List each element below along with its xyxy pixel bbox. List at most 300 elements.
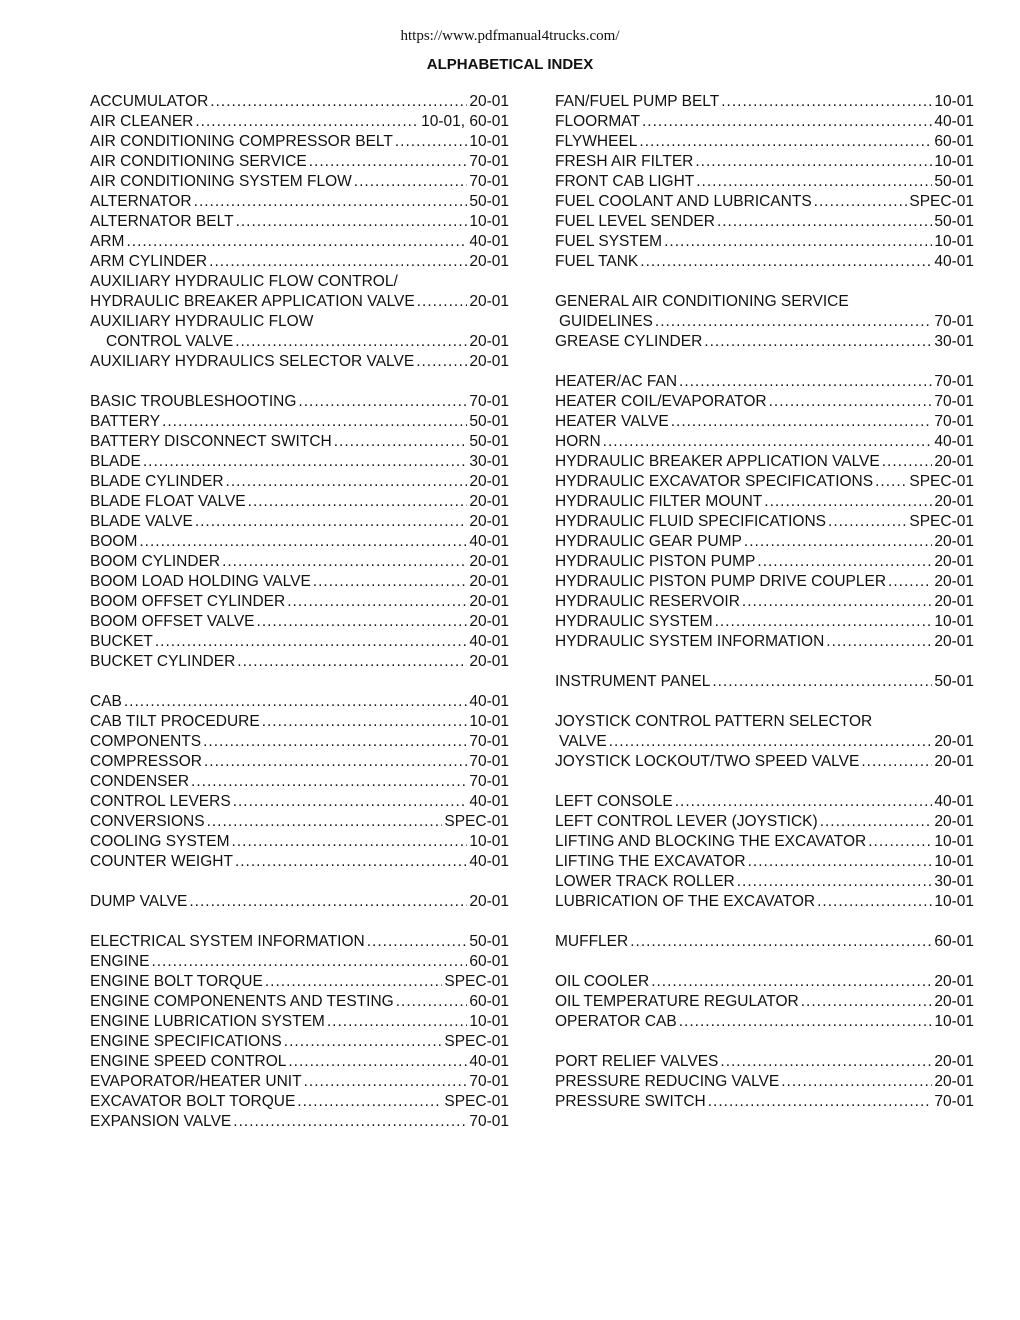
index-entry-page: 20-01 xyxy=(469,253,509,270)
index-entry-label: COMPRESSOR xyxy=(90,753,202,770)
index-entry[interactable] xyxy=(555,172,974,192)
index-entry-label: CONVERSIONS xyxy=(90,813,205,830)
index-entry-label: COOLING SYSTEM xyxy=(90,833,230,850)
section-gap xyxy=(555,352,974,372)
dot-leader xyxy=(304,1072,468,1092)
dot-leader xyxy=(416,352,467,372)
index-entry-label: BLADE FLOAT VALVE xyxy=(90,493,246,510)
index-entry-label: AIR CLEANER xyxy=(90,113,194,130)
index-entry[interactable] xyxy=(90,772,509,792)
index-entry[interactable] xyxy=(90,712,509,732)
index-entry-page: 10-01 xyxy=(469,713,509,730)
dot-leader xyxy=(327,1012,468,1032)
section-gap xyxy=(555,952,974,972)
index-entry-page: 10-01 xyxy=(934,233,974,250)
index-entry-label: LIFTING AND BLOCKING THE EXCAVATOR xyxy=(555,833,867,850)
index-entry-label: BUCKET xyxy=(90,633,153,650)
index-entry[interactable] xyxy=(90,1012,509,1032)
dot-leader xyxy=(287,592,467,612)
dot-leader xyxy=(715,612,933,632)
index-entry[interactable] xyxy=(90,1092,509,1112)
index-entry[interactable] xyxy=(555,1052,974,1072)
index-entry[interactable] xyxy=(90,412,509,432)
section-gap xyxy=(90,672,509,692)
index-entry-page: 40-01 xyxy=(469,1053,509,1070)
index-entry[interactable] xyxy=(555,672,974,692)
index-entry-label: LOWER TRACK ROLLER xyxy=(555,873,735,890)
index-entry[interactable] xyxy=(90,632,509,652)
index-entry[interactable] xyxy=(90,1112,509,1132)
dot-leader xyxy=(236,212,468,232)
index-entry-page: 20-01 xyxy=(934,973,974,990)
index-entry[interactable] xyxy=(555,932,974,952)
index-entry-page: SPEC-01 xyxy=(444,813,509,830)
index-entry-page: 60-01 xyxy=(469,953,509,970)
index-entry-page: SPEC-01 xyxy=(909,473,974,490)
dot-leader xyxy=(237,652,467,672)
index-entry-label: HEATER/AC FAN xyxy=(555,373,678,390)
index-entry-label: BATTERY xyxy=(90,413,161,430)
index-entry[interactable] xyxy=(90,832,509,852)
index-entry-page: 60-01 xyxy=(934,933,974,950)
index-entry[interactable] xyxy=(555,752,974,772)
index-entry[interactable] xyxy=(555,492,974,512)
index-entry[interactable] xyxy=(555,1012,974,1032)
dot-leader xyxy=(671,412,933,432)
dot-leader xyxy=(769,392,933,412)
index-entry[interactable] xyxy=(555,152,974,172)
index-entry[interactable] xyxy=(555,732,974,752)
index-entry-page: 10-01 xyxy=(934,893,974,910)
index-entry[interactable] xyxy=(555,192,974,212)
index-entry-page: 20-01 xyxy=(934,1073,974,1090)
index-entry[interactable] xyxy=(90,892,509,912)
index-entry-label: ARM CYLINDER xyxy=(90,253,208,270)
index-entry[interactable] xyxy=(555,132,974,152)
index-entry-label: HYDRAULIC BREAKER APPLICATION VALVE xyxy=(90,293,415,310)
index-entry-page: 10-01 xyxy=(469,133,509,150)
index-entry[interactable] xyxy=(555,412,974,432)
index-entry[interactable] xyxy=(555,592,974,612)
index-entry-label: HYDRAULIC RESERVOIR xyxy=(555,593,740,610)
index-entry-label: ACCUMULATOR xyxy=(90,93,209,110)
index-entry-page: 30-01 xyxy=(934,873,974,890)
index-entry-label: BOOM LOAD HOLDING VALVE xyxy=(90,573,311,590)
dot-leader xyxy=(284,1032,443,1052)
index-entry-page: SPEC-01 xyxy=(909,193,974,210)
index-entry-label: PORT RELIEF VALVES xyxy=(555,1053,719,1070)
index-entry-label: BLADE CYLINDER xyxy=(90,473,224,490)
index-entry-page: 50-01 xyxy=(469,433,509,450)
dot-leader xyxy=(764,492,932,512)
index-entry-page: 70-01 xyxy=(934,413,974,430)
index-entry[interactable] xyxy=(90,152,509,172)
index-entry-page: 20-01 xyxy=(469,493,509,510)
index-entry-label: AUXILIARY HYDRAULIC FLOW xyxy=(90,313,314,330)
index-entry-page: 20-01 xyxy=(469,653,509,670)
index-entry[interactable] xyxy=(555,612,974,632)
index-entry-label: FLYWHEEL xyxy=(555,133,638,150)
index-entry-label: ENGINE SPECIFICATIONS xyxy=(90,1033,282,1050)
index-entry[interactable] xyxy=(555,472,974,492)
index-entry-label: FLOORMAT xyxy=(555,113,640,130)
dot-leader xyxy=(720,1052,932,1072)
index-entry-page: SPEC-01 xyxy=(444,973,509,990)
index-entry-page: 40-01 xyxy=(469,693,509,710)
index-entry[interactable] xyxy=(90,232,509,252)
dot-leader xyxy=(203,732,467,752)
dot-leader xyxy=(655,312,932,332)
index-entry-page: 70-01 xyxy=(469,173,509,190)
dot-leader xyxy=(367,932,468,952)
index-entry[interactable] xyxy=(90,272,509,292)
index-entry-page: 40-01 xyxy=(469,853,509,870)
dot-leader xyxy=(679,1012,933,1032)
index-entry-page: 20-01 xyxy=(934,573,974,590)
index-entry-label: ALTERNATOR BELT xyxy=(90,213,234,230)
index-entry-label: FRESH AIR FILTER xyxy=(555,153,694,170)
index-entry[interactable] xyxy=(90,312,509,332)
index-entry[interactable] xyxy=(555,112,974,132)
index-entry[interactable] xyxy=(555,1072,974,1092)
index-entry[interactable] xyxy=(90,132,509,152)
dot-leader xyxy=(191,772,467,792)
dot-leader xyxy=(639,132,932,152)
dot-leader xyxy=(757,552,932,572)
index-entry-label: CONTROL LEVERS xyxy=(90,793,231,810)
index-entry-page: 70-01 xyxy=(469,1113,509,1130)
index-entry-label: HYDRAULIC PISTON PUMP xyxy=(555,553,756,570)
index-entry[interactable] xyxy=(90,612,509,632)
dot-leader xyxy=(417,292,468,312)
index-entry-page: 20-01 xyxy=(469,613,509,630)
dot-leader xyxy=(235,332,467,352)
index-entry[interactable] xyxy=(555,572,974,592)
index-column-right xyxy=(555,92,974,1112)
index-entry-label: ENGINE LUBRICATION SYSTEM xyxy=(90,1013,325,1030)
index-entry-label: HEATER VALVE xyxy=(555,413,669,430)
dot-leader xyxy=(696,172,932,192)
index-entry-label: OIL TEMPERATURE REGULATOR xyxy=(555,993,799,1010)
index-entry-page: 70-01 xyxy=(934,1093,974,1110)
index-entry-page: 70-01 xyxy=(469,753,509,770)
index-entry-label: EXPANSION VALVE xyxy=(90,1113,232,1130)
dot-leader xyxy=(737,872,933,892)
index-entry[interactable] xyxy=(555,92,974,112)
index-entry-page: 70-01 xyxy=(469,773,509,790)
index-entry-label: FUEL LEVEL SENDER xyxy=(555,213,715,230)
index-entry-page: 70-01 xyxy=(934,393,974,410)
index-entry-label: ENGINE BOLT TORQUE xyxy=(90,973,263,990)
dot-leader xyxy=(257,612,468,632)
index-entry-label: ENGINE xyxy=(90,953,150,970)
index-entry-page: 70-01 xyxy=(934,313,974,330)
index-entry[interactable] xyxy=(90,752,509,772)
index-entry-label: AUXILIARY HYDRAULICS SELECTOR VALVE xyxy=(90,353,415,370)
index-entry-page: 20-01 xyxy=(469,593,509,610)
dot-leader xyxy=(207,812,443,832)
index-entry[interactable] xyxy=(90,992,509,1012)
index-entry[interactable] xyxy=(90,792,509,812)
index-entry[interactable] xyxy=(90,332,509,352)
index-entry[interactable] xyxy=(90,692,509,712)
index-entry[interactable] xyxy=(90,172,509,192)
dot-leader xyxy=(704,332,932,352)
index-entry[interactable] xyxy=(555,232,974,252)
index-entry-label: HYDRAULIC FILTER MOUNT xyxy=(555,493,763,510)
dot-leader xyxy=(189,892,467,912)
dot-leader xyxy=(801,992,933,1012)
dot-leader xyxy=(155,632,467,652)
index-entry[interactable] xyxy=(90,212,509,232)
index-entry-page: 10-01 xyxy=(469,1013,509,1030)
index-entry[interactable] xyxy=(90,492,509,512)
dot-leader xyxy=(288,1052,467,1072)
dot-leader xyxy=(717,212,932,232)
index-entry-page: 40-01 xyxy=(469,633,509,650)
index-entry[interactable] xyxy=(90,452,509,472)
section-gap xyxy=(555,692,974,712)
index-entry[interactable] xyxy=(555,452,974,472)
index-entry[interactable] xyxy=(90,572,509,592)
index-entry-page: 20-01 xyxy=(934,633,974,650)
source-url[interactable]: https://www.pdfmanual4trucks.com/ xyxy=(400,28,620,44)
index-entry-page: 20-01 xyxy=(469,353,509,370)
index-entry[interactable] xyxy=(90,512,509,532)
index-entry-page: 20-01 xyxy=(469,93,509,110)
dot-leader xyxy=(204,752,467,772)
dot-leader xyxy=(748,852,933,872)
index-entry-label: DUMP VALVE xyxy=(90,893,188,910)
index-entry[interactable] xyxy=(90,472,509,492)
index-entry-label: EXCAVATOR BOLT TORQUE xyxy=(90,1093,296,1110)
index-entry-label: HYDRAULIC FLUID SPECIFICATIONS xyxy=(555,513,827,530)
index-entry[interactable] xyxy=(90,1052,509,1072)
index-entry-page: 10-01 xyxy=(934,853,974,870)
index-entry[interactable] xyxy=(555,812,974,832)
index-entry[interactable] xyxy=(90,812,509,832)
index-entry-label: BLADE xyxy=(90,453,141,470)
index-entry-label: VALVE xyxy=(559,733,607,750)
section-gap xyxy=(555,272,974,292)
index-entry-page: 20-01 xyxy=(469,893,509,910)
index-entry[interactable] xyxy=(555,892,974,912)
index-entry-page: 20-01 xyxy=(934,753,974,770)
index-entry-page: 30-01 xyxy=(469,453,509,470)
index-entry-page: 20-01 xyxy=(934,453,974,470)
index-entry[interactable] xyxy=(555,632,974,652)
index-entry-label: HEATER COIL/EVAPORATOR xyxy=(555,393,767,410)
index-entry[interactable] xyxy=(90,1032,509,1052)
dot-leader xyxy=(222,552,467,572)
index-entry-label: GENERAL AIR CONDITIONING SERVICE xyxy=(555,293,849,310)
index-entry-page: 50-01 xyxy=(469,413,509,430)
index-entry[interactable] xyxy=(90,952,509,972)
index-entry-label: CONDENSER xyxy=(90,773,190,790)
index-entry-label: HYDRAULIC SYSTEM INFORMATION xyxy=(555,633,825,650)
index-entry-label: FUEL TANK xyxy=(555,253,639,270)
index-entry-page: 20-01 xyxy=(469,333,509,350)
dot-leader xyxy=(603,432,933,452)
index-entry-label: CAB xyxy=(90,693,122,710)
index-entry-label: AIR CONDITIONING SERVICE xyxy=(90,153,307,170)
index-entry[interactable] xyxy=(555,552,974,572)
index-entry-label: BUCKET CYLINDER xyxy=(90,653,236,670)
dot-leader xyxy=(124,692,467,712)
index-entry-page: 20-01 xyxy=(934,553,974,570)
index-entry-label: GREASE CYLINDER xyxy=(555,333,703,350)
index-entry[interactable] xyxy=(90,392,509,412)
index-entry-label: PRESSURE SWITCH xyxy=(555,1093,706,1110)
section-gap xyxy=(90,372,509,392)
index-entry[interactable] xyxy=(555,432,974,452)
dot-leader xyxy=(868,832,932,852)
dot-leader xyxy=(233,792,468,812)
index-entry-label: JOYSTICK LOCKOUT/TWO SPEED VALVE xyxy=(555,753,860,770)
index-entry-page: 50-01 xyxy=(934,173,974,190)
dot-leader xyxy=(162,412,467,432)
index-entry-label: LEFT CONTROL LEVER (JOYSTICK) xyxy=(555,813,818,830)
index-entry[interactable] xyxy=(555,972,974,992)
index-entry-page: 60-01 xyxy=(934,133,974,150)
index-entry[interactable] xyxy=(555,712,974,732)
index-entry-label: HYDRAULIC PISTON PUMP DRIVE COUPLER xyxy=(555,573,887,590)
dot-leader xyxy=(334,432,468,452)
index-entry-label: CAB TILT PROCEDURE xyxy=(90,713,260,730)
dot-leader xyxy=(151,952,467,972)
dot-leader xyxy=(695,152,932,172)
index-entry[interactable] xyxy=(90,112,509,132)
dot-leader xyxy=(210,92,467,112)
index-entry[interactable] xyxy=(555,1092,974,1112)
index-entry[interactable] xyxy=(555,992,974,1012)
index-entry-label: GUIDELINES xyxy=(559,313,653,330)
index-entry-label: HYDRAULIC GEAR PUMP xyxy=(555,533,742,550)
index-entry[interactable] xyxy=(555,512,974,532)
index-entry-label: HYDRAULIC SYSTEM xyxy=(555,613,713,630)
index-entry-label: FUEL COOLANT AND LUBRICANTS xyxy=(555,193,812,210)
index-entry-label: AIR CONDITIONING COMPRESSOR BELT xyxy=(90,133,393,150)
index-entry-page: 40-01 xyxy=(469,793,509,810)
index-entry-page: 10-01, 60-01 xyxy=(421,113,509,130)
index-entry-page: 50-01 xyxy=(934,673,974,690)
index-entry[interactable] xyxy=(90,652,509,672)
index-entry[interactable] xyxy=(555,532,974,552)
index-entry[interactable] xyxy=(90,972,509,992)
dot-leader xyxy=(820,812,933,832)
index-entry-label: FAN/FUEL PUMP BELT xyxy=(555,93,720,110)
index-entry-label: ENGINE SPEED CONTROL xyxy=(90,1053,287,1070)
index-entry-page: 20-01 xyxy=(934,493,974,510)
dot-leader xyxy=(744,532,932,552)
index-entry-page: 10-01 xyxy=(469,213,509,230)
index-entry-label: OPERATOR CAB xyxy=(555,1013,677,1030)
index-entry[interactable] xyxy=(555,872,974,892)
index-entry[interactable] xyxy=(555,212,974,232)
dot-leader xyxy=(675,792,933,812)
index-entry[interactable] xyxy=(90,192,509,212)
index-entry-page: 10-01 xyxy=(469,833,509,850)
index-entry-page: 20-01 xyxy=(469,473,509,490)
dot-leader xyxy=(313,572,468,592)
index-entry[interactable] xyxy=(555,852,974,872)
index-entry-label: BOOM OFFSET CYLINDER xyxy=(90,593,286,610)
index-entry-page: 50-01 xyxy=(469,933,509,950)
index-entry-page: 20-01 xyxy=(469,293,509,310)
dot-leader xyxy=(826,632,932,652)
index-entry[interactable] xyxy=(555,292,974,312)
index-entry[interactable] xyxy=(90,92,509,112)
dot-leader xyxy=(721,92,932,112)
index-entry-label: HORN xyxy=(555,433,601,450)
index-entry-label: PRESSURE REDUCING VALVE xyxy=(555,1073,780,1090)
index-entry[interactable] xyxy=(555,312,974,332)
index-entry[interactable] xyxy=(555,372,974,392)
index-entry-page: 60-01 xyxy=(469,993,509,1010)
index-entry[interactable] xyxy=(555,252,974,272)
index-entry[interactable] xyxy=(90,292,509,312)
index-entry-page: 20-01 xyxy=(469,553,509,570)
dot-leader xyxy=(139,532,467,552)
index-entry-page: 20-01 xyxy=(934,593,974,610)
index-entry[interactable] xyxy=(555,392,974,412)
section-gap xyxy=(555,1032,974,1052)
index-entry[interactable] xyxy=(555,792,974,812)
index-entry[interactable] xyxy=(90,852,509,872)
dot-leader xyxy=(195,112,419,132)
index-entry-label: ARM xyxy=(90,233,125,250)
dot-leader xyxy=(742,592,932,612)
index-entry[interactable] xyxy=(555,832,974,852)
index-entry-label: FRONT CAB LIGHT xyxy=(555,173,695,190)
section-gap xyxy=(555,652,974,672)
index-entry-label: AUXILIARY HYDRAULIC FLOW CONTROL/ xyxy=(90,273,398,290)
dot-leader xyxy=(888,572,932,592)
index-entry-page: 70-01 xyxy=(469,153,509,170)
index-entry[interactable] xyxy=(90,252,509,272)
dot-leader xyxy=(882,452,933,472)
dot-leader xyxy=(298,392,467,412)
dot-leader xyxy=(861,752,932,772)
dot-leader xyxy=(195,512,468,532)
section-gap xyxy=(90,912,509,932)
index-entry-label: BOOM OFFSET VALVE xyxy=(90,613,255,630)
index-entry[interactable] xyxy=(90,532,509,552)
index-entry-page: 10-01 xyxy=(934,1013,974,1030)
dot-leader xyxy=(126,232,467,252)
index-entry-page: SPEC-01 xyxy=(444,1093,509,1110)
index-entry[interactable] xyxy=(90,732,509,752)
dot-leader xyxy=(395,132,467,152)
index-entry-page: 10-01 xyxy=(934,93,974,110)
index-entry[interactable] xyxy=(90,932,509,952)
index-entry[interactable] xyxy=(90,592,509,612)
index-entry-label: BASIC TROUBLESHOOTING xyxy=(90,393,297,410)
index-entry[interactable] xyxy=(90,552,509,572)
index-entry-page: 70-01 xyxy=(934,373,974,390)
index-entry-page: 10-01 xyxy=(934,833,974,850)
index-entry-label: LIFTING THE EXCAVATOR xyxy=(555,853,746,870)
dot-leader xyxy=(642,112,932,132)
dot-leader xyxy=(708,1092,933,1112)
index-entry[interactable] xyxy=(555,332,974,352)
index-entry[interactable] xyxy=(90,432,509,452)
index-entry[interactable] xyxy=(90,1072,509,1092)
index-entry-page: 20-01 xyxy=(934,533,974,550)
index-entry[interactable] xyxy=(90,352,509,372)
section-gap xyxy=(90,872,509,892)
index-entry-page: SPEC-01 xyxy=(909,513,974,530)
